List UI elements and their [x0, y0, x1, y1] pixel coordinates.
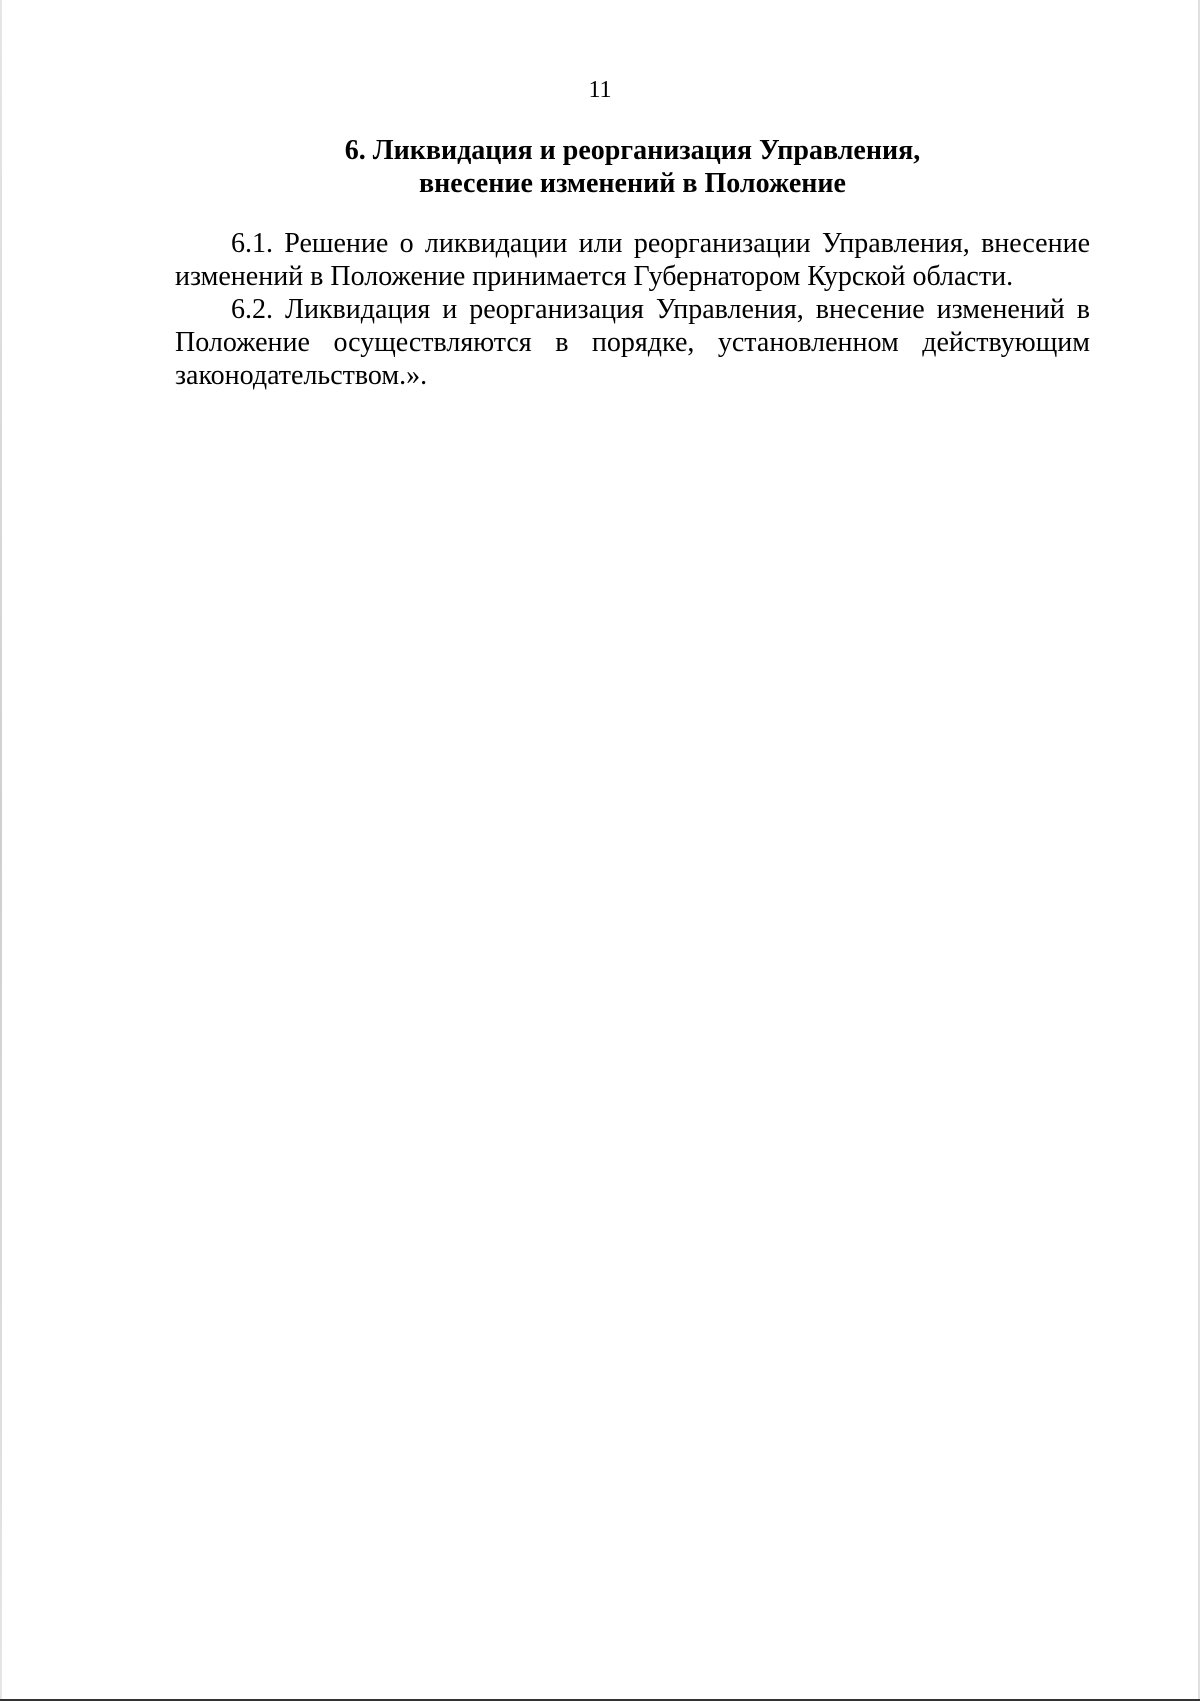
- paragraph-6-2: 6.2. Ликвидация и реорганизация Управления, внесение изменений в Положение осуществляются в порядке, установленном действующим законодательством.».: [175, 294, 1090, 391]
- section-heading-line-1: 6. Ликвидация и реорганизация Управления,: [344, 135, 921, 166]
- paragraph-6-1: 6.1. Решение о ликвидации или реорганизации Управления, внесение изменений в Положение принимается Губернатором Курской области.: [175, 228, 1090, 292]
- page-number: 11: [588, 77, 612, 103]
- scan-edge-left: [0, 0, 2, 1701]
- section-body: [175, 227, 1090, 392]
- section-heading-line-2: внесение изменений в Положение: [419, 168, 846, 199]
- section-heading: [175, 134, 1090, 200]
